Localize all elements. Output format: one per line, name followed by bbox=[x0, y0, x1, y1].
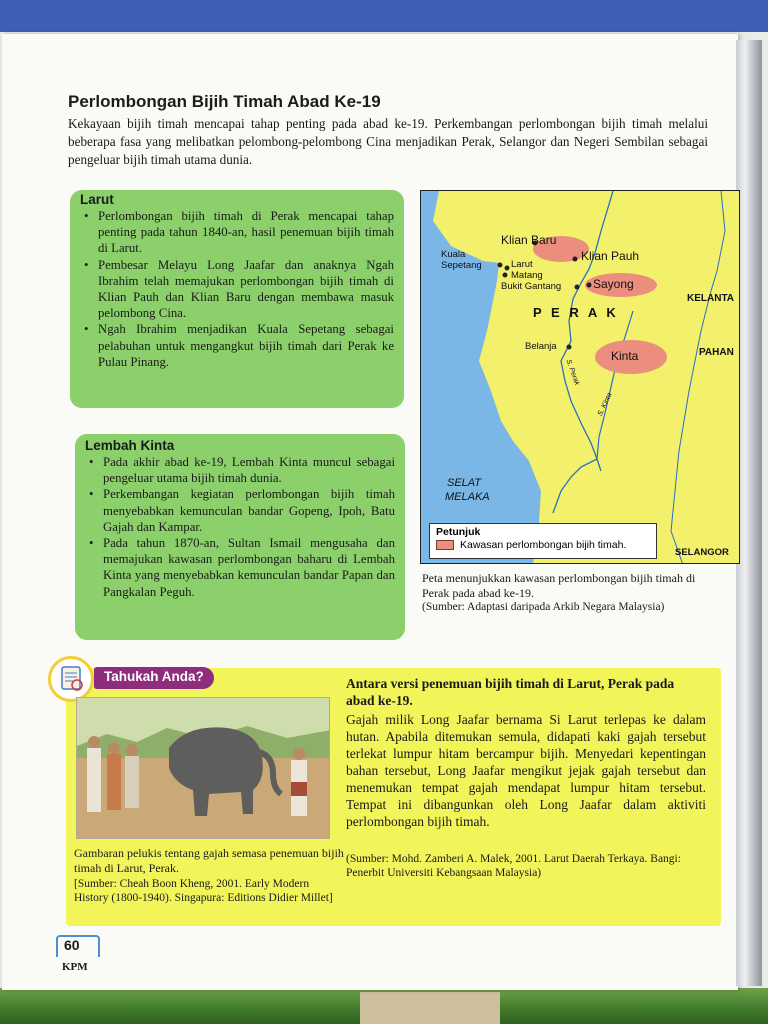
label-larut: Larut bbox=[511, 259, 533, 270]
kinta-list bbox=[85, 454, 395, 600]
page-number-badge bbox=[50, 935, 102, 973]
larut-heading: Larut bbox=[80, 192, 114, 207]
marker-klian-pauh bbox=[573, 257, 578, 262]
label-sayong: Sayong bbox=[593, 277, 634, 291]
marker-belanja bbox=[567, 345, 572, 350]
legend-row bbox=[436, 539, 650, 551]
kinta-box bbox=[75, 434, 405, 640]
label-melaka: MELAKA bbox=[445, 491, 490, 503]
story-text: Gajah milik Long Jaafar bernama Si Larut terlepas ke dalam hutan. Apabila ditemukan semula, didapati kaki gajah tersebut terlekat lumpur hitam bercampur bijih. Menyedari kepentingan bahan tersebut, Long Jaafar mengikut jejak gajah tersebut dan menemukan tempat gajah mendapat lumpur hitam tersebut. Tempat ini dibangunkan oleh Long Jaafar dalam aktiviti perlombongan bijih timah. bbox=[346, 712, 706, 829]
legend-swatch bbox=[436, 540, 454, 550]
marker-bukit-gantang bbox=[575, 285, 580, 290]
label-selat: SELAT bbox=[447, 477, 482, 489]
elephant-illustration bbox=[76, 697, 330, 839]
label-belanja: Belanja bbox=[525, 341, 557, 352]
larut-list bbox=[80, 208, 394, 370]
marker-kuala-sepetang bbox=[498, 263, 503, 268]
label-s-kinta: S. Kinta bbox=[596, 391, 614, 418]
map-caption: Peta menunjukkan kawasan perlombongan bijih timah di Perak pada abad ke-19. bbox=[422, 571, 696, 600]
label-s-perak: S. Perak bbox=[564, 358, 581, 387]
label-matang: Matang bbox=[511, 270, 543, 281]
background-path bbox=[360, 992, 500, 1024]
illustration-source: [Sumber: Cheah Boon Kheng, 2001. Early Modern History (1800-1940). Singapura: Editions Didier Millet] bbox=[74, 878, 333, 904]
list-item: • Ngah Ibrahim menjadikan Kuala Sepetang sebagai pelabuhan untuk mengangkut bijih timah dari Perak ke Pulau Pinang. bbox=[80, 321, 394, 370]
map-source: (Sumber: Adaptasi daripada Arkib Negara Malaysia) bbox=[422, 601, 665, 613]
perak-map bbox=[420, 190, 740, 564]
page-number: 60 bbox=[64, 937, 80, 953]
list-item: • Perkembangan kegiatan perlombongan bijih timah menyebabkan kemunculan bandar Gopeng, Ipoh, Batu Gajah dan Kampar. bbox=[85, 486, 395, 535]
publisher-label: KPM bbox=[62, 961, 88, 973]
tahukah-badge: Tahukah Anda? bbox=[94, 667, 214, 689]
legend-item: Kawasan perlombongan bijih timah. bbox=[460, 539, 627, 551]
story-title: Antara versi penemuan bijih timah di Larut, Perak pada abad ke-19. bbox=[346, 676, 675, 708]
viewer-top-bar bbox=[0, 0, 768, 32]
illustration-caption: Gambaran pelukis tentang gajah semasa penemuan bijih timah di Larut, Perak. bbox=[74, 846, 344, 875]
map-graphic bbox=[421, 191, 740, 564]
label-bukit-gantang: Bukit Gantang bbox=[501, 281, 562, 292]
marker-sayong bbox=[587, 283, 592, 288]
legend-title: Petunjuk bbox=[436, 526, 481, 538]
notepad-icon bbox=[48, 656, 94, 702]
label-klian-baru: Klian Baru bbox=[501, 233, 557, 247]
page-title: Perlombongan Bijih Timah Abad Ke-19 bbox=[68, 92, 381, 111]
intro-paragraph: Kekayaan bijih timah mencapai tahap penting pada abad ke-19. Perkembangan perlombongan bijih timah melalui beberapa fasa yang melibatkan pelombong-pelombong Cina menjadikan Perak, Selangor dan Negeri Sembilan sebagai pengeluar bijih timah utama dunia. bbox=[68, 116, 708, 167]
map-legend bbox=[429, 523, 657, 559]
list-item: • Pada tahun 1870-an, Sultan Ismail mengusaha dan memajukan kawasan perlombongan baharu di Lembah Kinta yang menyebabkan kemunculan bandar Papan dan Pangkalan Peguh. bbox=[85, 535, 395, 600]
marker-larut bbox=[505, 266, 510, 271]
label-klian-pauh: Klian Pauh bbox=[581, 249, 640, 263]
marker-matang bbox=[503, 273, 508, 278]
label-kuala: Kuala bbox=[441, 249, 466, 260]
story-source: (Sumber: Mohd. Zamberi A. Malek, 2001. Larut Daerah Terkaya. Bangi: Penerbit Universiti Kebangsaan Malaysia) bbox=[346, 853, 681, 879]
label-kinta: Kinta bbox=[611, 349, 639, 363]
label-sepetang: Sepetang bbox=[441, 260, 482, 271]
list-item: • Pembesar Melayu Long Jaafar dan anaknya Ngah Ibrahim telah memajukan perlombongan bijih timah di Klian Pauh dan Klian Baru dengan membawa masuk pelombong Cina. bbox=[80, 257, 394, 322]
list-item: • Perlombongan bijih timah di Perak mencapai tahap penting pada tahun 1840-an, hasil penemuan bijih timah di Larut. bbox=[80, 208, 394, 257]
larut-box bbox=[70, 190, 404, 408]
kinta-heading: Lembah Kinta bbox=[85, 438, 175, 453]
label-pahang: PAHAN bbox=[699, 347, 734, 358]
label-kelantan: KELANTA bbox=[687, 293, 735, 304]
label-selangor: SELANGOR bbox=[675, 547, 729, 558]
list-item: • Pada akhir abad ke-19, Lembah Kinta muncul sebagai pengeluar utama bijih timah dunia. bbox=[85, 454, 395, 486]
label-perak: P E R A K bbox=[533, 305, 619, 320]
